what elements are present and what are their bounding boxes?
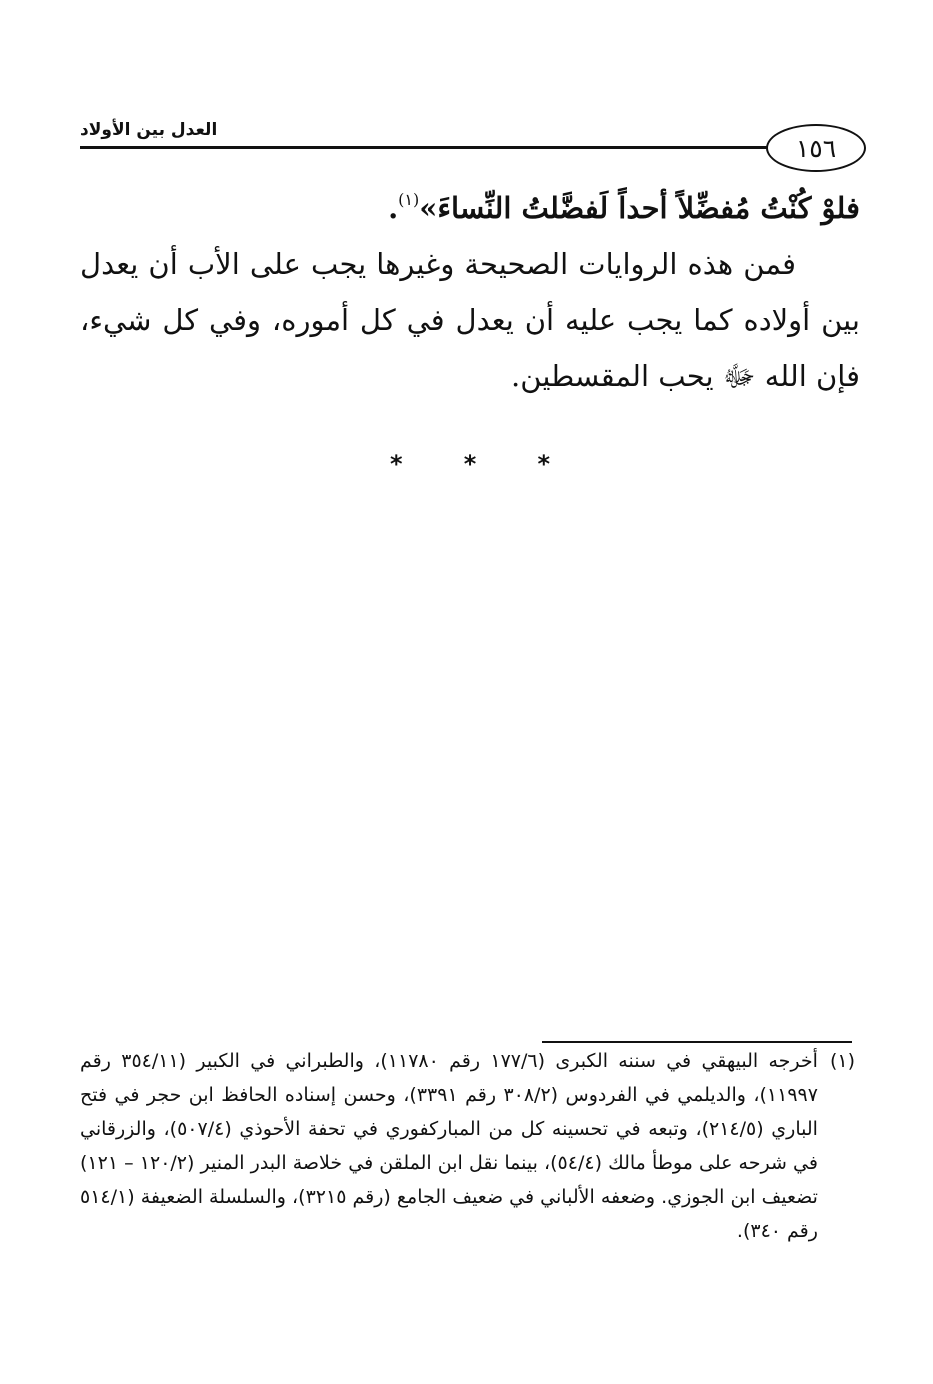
footnotes [80, 1044, 855, 1248]
page-number [766, 124, 866, 172]
footnote-reference[interactable]: (١) [398, 190, 420, 209]
quote-end-mark: . [388, 191, 399, 225]
footnote-number: (١) [829, 1050, 855, 1072]
header-rule [80, 146, 770, 149]
running-title: العدل بين الأولاد [80, 120, 218, 140]
asterisk-mark: * [390, 450, 403, 478]
asterisk-mark: * [537, 450, 550, 478]
asterisk-mark: * [463, 450, 477, 478]
section-break [390, 450, 550, 478]
footnote-text: أخرجه البيهقي في سننه الكبرى (١٧٧/٦ رقم ١١٧٨٠)، والطبراني في الكبير (٣٥٤/١١ رقم ١١٩٩٧)، والديلمي في الفردوس (٣٠٨/٢ رقم ٣٣٩١)، وحسن إسناده الحافظ ابن حجر في فتح الباري (٢١٤/٥)، وتبعه في تحسينه كل من المباركفوري في تحفة الأحوذي (٥٠٧/٤)، والزرقاني في شرحه على موطأ مالك (٥٤/٤)، بينما نقل ابن الملقن في خلاصة البدر المنير (١٢٠/٢ – ١٢١) تضعيف ابن الجوزي. وضعفه الألباني في ضعيف الجامع (رقم ٣٢١٥)، والسلسلة الضعيفة (٥١٤/١ رقم ٣٤٠). [80, 1050, 818, 1242]
hadith-quote-line [80, 172, 860, 236]
main-text [80, 172, 860, 404]
footnote-separator [542, 1041, 852, 1043]
footnote-item [80, 1044, 855, 1248]
main-paragraph: فمن هذه الروايات الصحيحة وغيرها يجب على الأب أن يعدل بين أولاده كما يجب عليه أن يعدل في كل أموره، وفي كل شيء، فإن الله ﷻ يحب المقسطين. [80, 247, 860, 393]
page-number-text: ١٥٦ [795, 133, 837, 163]
hadith-quote-text: فلوْ كُنْتُ مُفضِّلاً أحداً لَفضَّلتُ النِّساءَ» [419, 191, 860, 225]
